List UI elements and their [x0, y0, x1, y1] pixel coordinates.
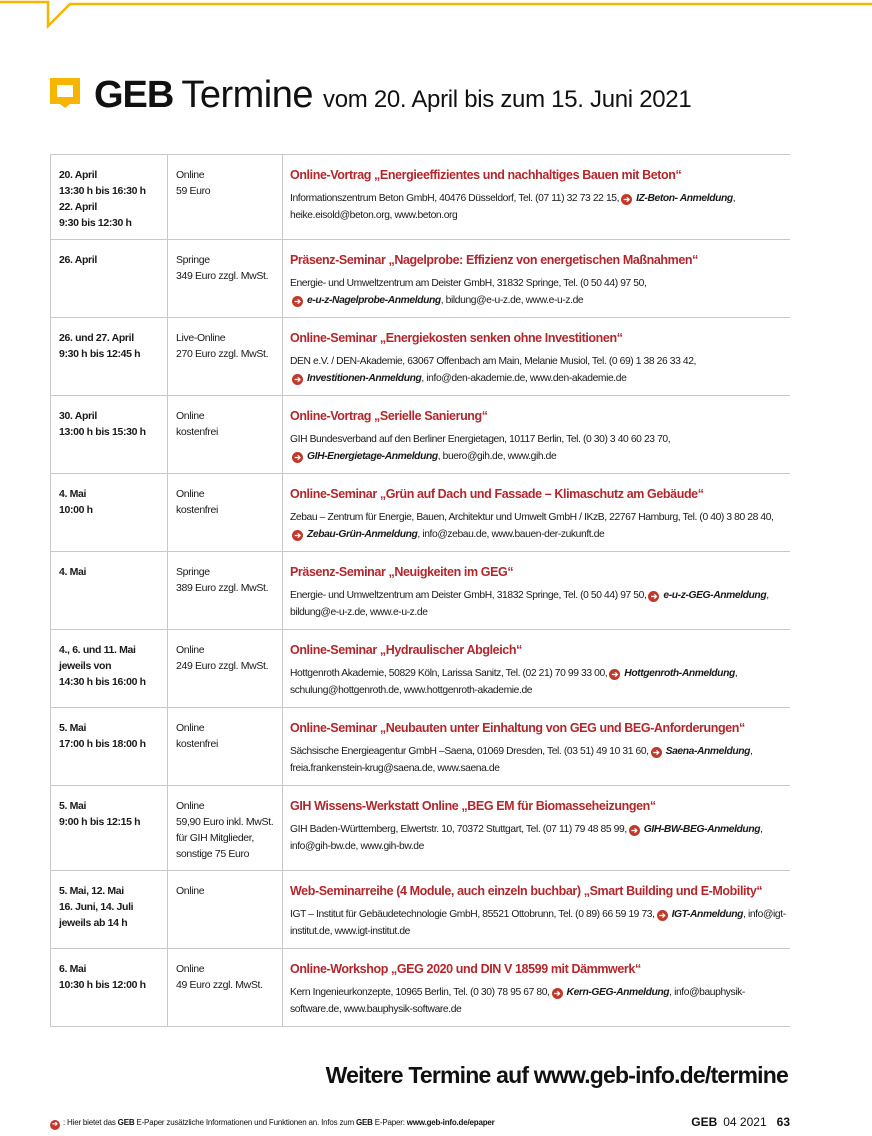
event-title: Präsenz-Seminar „Neuigkeiten im GEG“: [290, 565, 514, 579]
event-location-line: Live-Online: [175, 332, 226, 344]
event-date-line: 5. Mai: [59, 800, 87, 812]
event-details-cell: [283, 552, 790, 629]
event-description: [290, 821, 790, 855]
event-date-line: 16. Juni, 14. Juli: [59, 901, 134, 913]
event-location-line: 249 Euro zzgl. MwSt.: [175, 660, 269, 672]
arrow-right-circle-icon: ➔: [292, 374, 303, 385]
arrow-right-circle-icon: ➔: [552, 988, 563, 999]
event-location-line: Springe: [175, 566, 210, 578]
event-row: [51, 949, 790, 1027]
event-row: [51, 318, 790, 396]
page-info: [691, 1115, 790, 1129]
event-date-line: 26. April: [59, 254, 97, 266]
event-date-cell: [51, 708, 168, 785]
event-location-cell: [168, 708, 283, 785]
event-details-cell: [283, 240, 790, 317]
event-details-cell: [283, 871, 790, 948]
event-location-cell: [168, 552, 283, 629]
issue-number: 04 2021: [723, 1115, 767, 1129]
footer-note-pre: : Hier bietet das: [63, 1118, 116, 1127]
event-date-line: 26. und 27. April: [59, 332, 134, 344]
footer-note-brand2: GEB: [356, 1118, 373, 1127]
event-details-cell: [283, 949, 790, 1026]
event-details-cell: [283, 318, 790, 395]
event-row: [51, 786, 790, 871]
footer-brand: GEB: [691, 1115, 718, 1129]
speech-bubble-square-icon: [50, 78, 80, 108]
registration-link[interactable]: GIH-Energietage-Anmeldung: [307, 451, 438, 462]
event-row: [51, 474, 790, 552]
event-date-cell: [51, 871, 168, 948]
event-location-line: Online: [175, 169, 205, 181]
event-title: Online-Workshop „GEG 2020 und DIN V 18599 mit Dämmwerk“: [290, 962, 641, 976]
registration-link[interactable]: Saena-Anmeldung: [665, 746, 751, 757]
page-header: [50, 70, 691, 114]
event-title: Online-Vortrag „Serielle Sanierung“: [290, 409, 488, 423]
event-organizer: Energie- und Umweltzentrum am Deister GmbH, 31832 Springe, Tel. (0 50 44) 97 50,: [290, 590, 647, 601]
arrow-right-circle-icon: ➔: [50, 1120, 60, 1130]
event-date-line: 9:30 bis 12:30 h: [59, 217, 132, 229]
event-contact: , freia.frankenstein-krug@saena.de, www.saena.de: [290, 746, 753, 774]
event-location-line: für GIH Mitglieder,: [175, 832, 254, 844]
registration-link[interactable]: IZ-Beton- Anmeldung: [636, 193, 733, 204]
event-contact: , info@igt-institut.de, www.igt-institut.de: [290, 909, 786, 937]
event-organizer: GIH Bundesverband auf den Berliner Energietagen, 10117 Berlin, Tel. (0 30) 3 40 60 23 70,: [290, 434, 671, 445]
event-organizer: IGT – Institut für Gebäudetechnologie GmbH, 85521 Ottobrunn, Tel. (0 89) 66 59 19 73,: [290, 909, 655, 920]
event-location-line: 59 Euro: [175, 185, 211, 197]
event-location-line: Online: [175, 410, 205, 422]
event-date-line: 13:00 h bis 15:30 h: [59, 426, 146, 438]
event-date-cell: [51, 155, 168, 239]
arrow-right-circle-icon: ➔: [292, 530, 303, 541]
event-location-line: 389 Euro zzgl. MwSt.: [175, 582, 269, 594]
event-date-cell: [51, 240, 168, 317]
event-contact: , info@gih-bw.de, www.gih-bw.de: [290, 824, 763, 852]
event-date-line: 4. Mai: [59, 488, 87, 500]
arrow-right-circle-icon: ➔: [621, 194, 632, 205]
event-date-line: jeweils von: [59, 660, 112, 672]
event-contact: , info@zebau.de, www.bauen-der-zukunft.de: [417, 529, 605, 540]
event-location-cell: [168, 474, 283, 551]
event-organizer: DEN e.V. / DEN-Akademie, 63067 Offenbach am Main, Melanie Musiol, Tel. (0 69) 1 38 26 33 42,: [290, 356, 697, 367]
event-title: Online-Seminar „Hydraulischer Abgleich“: [290, 643, 522, 657]
event-description: [290, 431, 790, 465]
registration-link[interactable]: e-u-z-GEG-Anmeldung: [663, 590, 767, 601]
event-location-line: 49 Euro zzgl. MwSt.: [175, 979, 263, 991]
event-location-cell: [168, 630, 283, 707]
event-details-cell: [283, 474, 790, 551]
event-description: [290, 353, 790, 387]
footer-note-brand: GEB: [117, 1118, 135, 1127]
event-contact: , bildung@e-u-z.de, www.e-u-z.de: [290, 590, 769, 618]
arrow-right-circle-icon: ➔: [629, 825, 640, 836]
arrow-right-circle-icon: ➔: [648, 591, 659, 602]
event-description: [290, 984, 790, 1018]
event-description: [290, 190, 790, 224]
event-location-line: Online: [175, 644, 205, 656]
arrow-right-circle-icon: ➔: [651, 747, 662, 758]
event-date-line: jeweils ab 14 h: [59, 917, 128, 929]
event-date-cell: [51, 786, 168, 870]
event-title: GIH Wissens-Werkstatt Online „BEG EM für Biomasseheizungen“: [290, 799, 656, 813]
footer-note-url[interactable]: www.geb-info.de/epaper: [406, 1118, 495, 1127]
event-date-line: 10:00 h: [59, 504, 93, 516]
event-contact: , heike.eisold@beton.org, www.beton.org: [290, 193, 736, 221]
event-location-line: Springe: [175, 254, 210, 266]
event-description: [290, 906, 790, 940]
event-title: Online-Seminar „Grün auf Dach und Fassade – Klimaschutz am Gebäude“: [290, 487, 704, 501]
event-date-line: 9:00 h bis 12:15 h: [59, 816, 141, 828]
top-decoration-line: [0, 0, 872, 30]
event-location-line: kostenfrei: [175, 504, 218, 516]
footer-note-post: E-Paper:: [374, 1118, 405, 1127]
event-date-line: 9:30 h bis 12:45 h: [59, 348, 141, 360]
event-location-line: Online: [175, 722, 205, 734]
arrow-right-circle-icon: ➔: [657, 910, 668, 921]
event-row: [51, 396, 790, 474]
event-date-cell: [51, 630, 168, 707]
event-location-line: kostenfrei: [175, 738, 218, 750]
event-location-line: kostenfrei: [175, 426, 218, 438]
registration-link[interactable]: GIH-BW-BEG-Anmeldung: [643, 824, 761, 835]
event-row: [51, 155, 790, 240]
event-organizer: Sächsische Energieagentur GmbH –Saena, 01069 Dresden, Tel. (03 51) 49 10 31 60,: [290, 746, 649, 757]
registration-link[interactable]: IGT-Anmeldung: [671, 909, 744, 920]
arrow-right-circle-icon: ➔: [609, 669, 620, 680]
event-row: [51, 871, 790, 949]
event-date-line: 4., 6. und 11. Mai: [59, 644, 136, 656]
event-date-cell: [51, 552, 168, 629]
event-date-cell: [51, 949, 168, 1026]
registration-link[interactable]: Zebau-Grün-Anmeldung: [307, 529, 418, 540]
event-date-line: 14:30 h bis 16:00 h: [59, 676, 146, 688]
events-table: [50, 154, 790, 1027]
event-title: Online-Seminar „Energiekosten senken ohne Investitionen“: [290, 331, 623, 345]
event-location-line: 270 Euro zzgl. MwSt.: [175, 348, 269, 360]
header-subtitle: vom 20. April bis zum 15. Juni 2021: [323, 86, 692, 113]
event-contact: , info@bauphysik-software.de, www.bauphysik-software.de: [290, 987, 745, 1015]
event-description: [290, 743, 790, 777]
header-brand: GEB: [94, 74, 174, 116]
event-contact: , schulung@hottgenroth.de, www.hottgenroth-akademie.de: [290, 668, 738, 696]
event-row: [51, 630, 790, 708]
event-location-cell: [168, 949, 283, 1026]
event-organizer: Energie- und Umweltzentrum am Deister GmbH, 31832 Springe, Tel. (0 50 44) 97 50,: [290, 278, 647, 289]
arrow-right-circle-icon: ➔: [292, 452, 303, 463]
event-location-line: Online: [175, 963, 205, 975]
registration-link[interactable]: Hottgenroth-Anmeldung: [624, 668, 735, 679]
header-title: Termine: [181, 74, 314, 116]
event-organizer: Zebau – Zentrum für Energie, Bauen, Architektur und Umwelt GmbH / IKzB, 22767 Hamburg, Tel. (0 40) 3 80 28 40,: [290, 512, 774, 523]
event-title: Online-Vortrag „Energieeffizientes und nachhaltiges Bauen mit Beton“: [290, 168, 682, 182]
footer-note-mid: E-Paper zusätzliche Informationen und Funktionen an. Infos zum: [136, 1118, 354, 1127]
event-description: [290, 587, 790, 621]
event-location-line: Online: [175, 800, 205, 812]
event-contact: , buero@gih.de, www.gih.de: [437, 451, 557, 462]
event-location-cell: [168, 786, 283, 870]
event-row: [51, 708, 790, 786]
registration-link[interactable]: Kern-GEG-Anmeldung: [566, 987, 670, 998]
event-details-cell: [283, 630, 790, 707]
footer-note: [50, 1118, 495, 1130]
event-location-line: 349 Euro zzgl. MwSt.: [175, 270, 269, 282]
page-number: 63: [776, 1115, 790, 1129]
event-date-cell: [51, 396, 168, 473]
event-date-line: 20. April: [59, 169, 97, 181]
event-date-line: 17:00 h bis 18:00 h: [59, 738, 146, 750]
event-location-cell: [168, 396, 283, 473]
registration-link[interactable]: Investitionen-Anmeldung: [307, 373, 422, 384]
event-title: Online-Seminar „Neubauten unter Einhaltung von GEG und BEG-Anforderungen“: [290, 721, 745, 735]
event-date-line: 13:30 h bis 16:30 h: [59, 185, 146, 197]
event-date-line: 6. Mai: [59, 963, 87, 975]
event-organizer: GIH Baden-Württemberg, Elwertstr. 10, 70372 Stuttgart, Tel. (07 11) 79 48 85 99,: [290, 824, 627, 835]
event-location-cell: [168, 240, 283, 317]
event-location-cell: [168, 155, 283, 239]
arrow-right-circle-icon: ➔: [292, 296, 303, 307]
event-description: [290, 509, 790, 543]
event-location-line: Online: [175, 488, 205, 500]
event-contact: , bildung@e-u-z.de, www.e-u-z.de: [440, 295, 584, 306]
event-details-cell: [283, 396, 790, 473]
event-date-cell: [51, 318, 168, 395]
event-description: [290, 665, 790, 699]
event-title: Präsenz-Seminar „Nagelprobe: Effizienz von energetischen Maßnahmen“: [290, 253, 699, 267]
more-events-link[interactable]: Weitere Termine auf www.geb-info.de/termine: [325, 1062, 788, 1088]
event-date-line: 10:30 h bis 12:00 h: [59, 979, 146, 991]
event-date-line: 5. Mai, 12. Mai: [59, 885, 124, 897]
event-date-line: 30. April: [59, 410, 97, 422]
event-location-line: 59,90 Euro inkl. MwSt.: [175, 816, 274, 828]
event-organizer: Informationszentrum Beton GmbH, 40476 Düsseldorf, Tel. (07 11) 32 73 22 15,: [290, 193, 620, 204]
event-row: [51, 240, 790, 318]
event-contact: , info@den-akademie.de, www.den-akademie.de: [421, 373, 627, 384]
event-location-cell: [168, 871, 283, 948]
event-location-line: Online: [175, 885, 205, 897]
event-organizer: Hottgenroth Akademie, 50829 Köln, Larissa Sanitz, Tel. (02 21) 70 99 33 00,: [290, 668, 608, 679]
registration-link[interactable]: e-u-z-Nagelprobe-Anmeldung: [307, 295, 441, 306]
event-date-line: 5. Mai: [59, 722, 87, 734]
event-date-cell: [51, 474, 168, 551]
event-location-cell: [168, 318, 283, 395]
event-location-line: sonstige 75 Euro: [175, 848, 250, 860]
event-title: Web-Seminarreihe (4 Module, auch einzeln buchbar) „Smart Building und E-Mobility“: [290, 884, 763, 898]
event-organizer: Kern Ingenieurkonzepte, 10965 Berlin, Tel. (0 30) 78 95 67 80,: [290, 987, 550, 998]
event-date-line: 22. April: [59, 201, 97, 213]
event-row: [51, 552, 790, 630]
event-details-cell: [283, 786, 790, 870]
event-details-cell: [283, 155, 790, 239]
event-details-cell: [283, 708, 790, 785]
event-date-line: 4. Mai: [59, 566, 87, 578]
event-description: [290, 275, 790, 309]
